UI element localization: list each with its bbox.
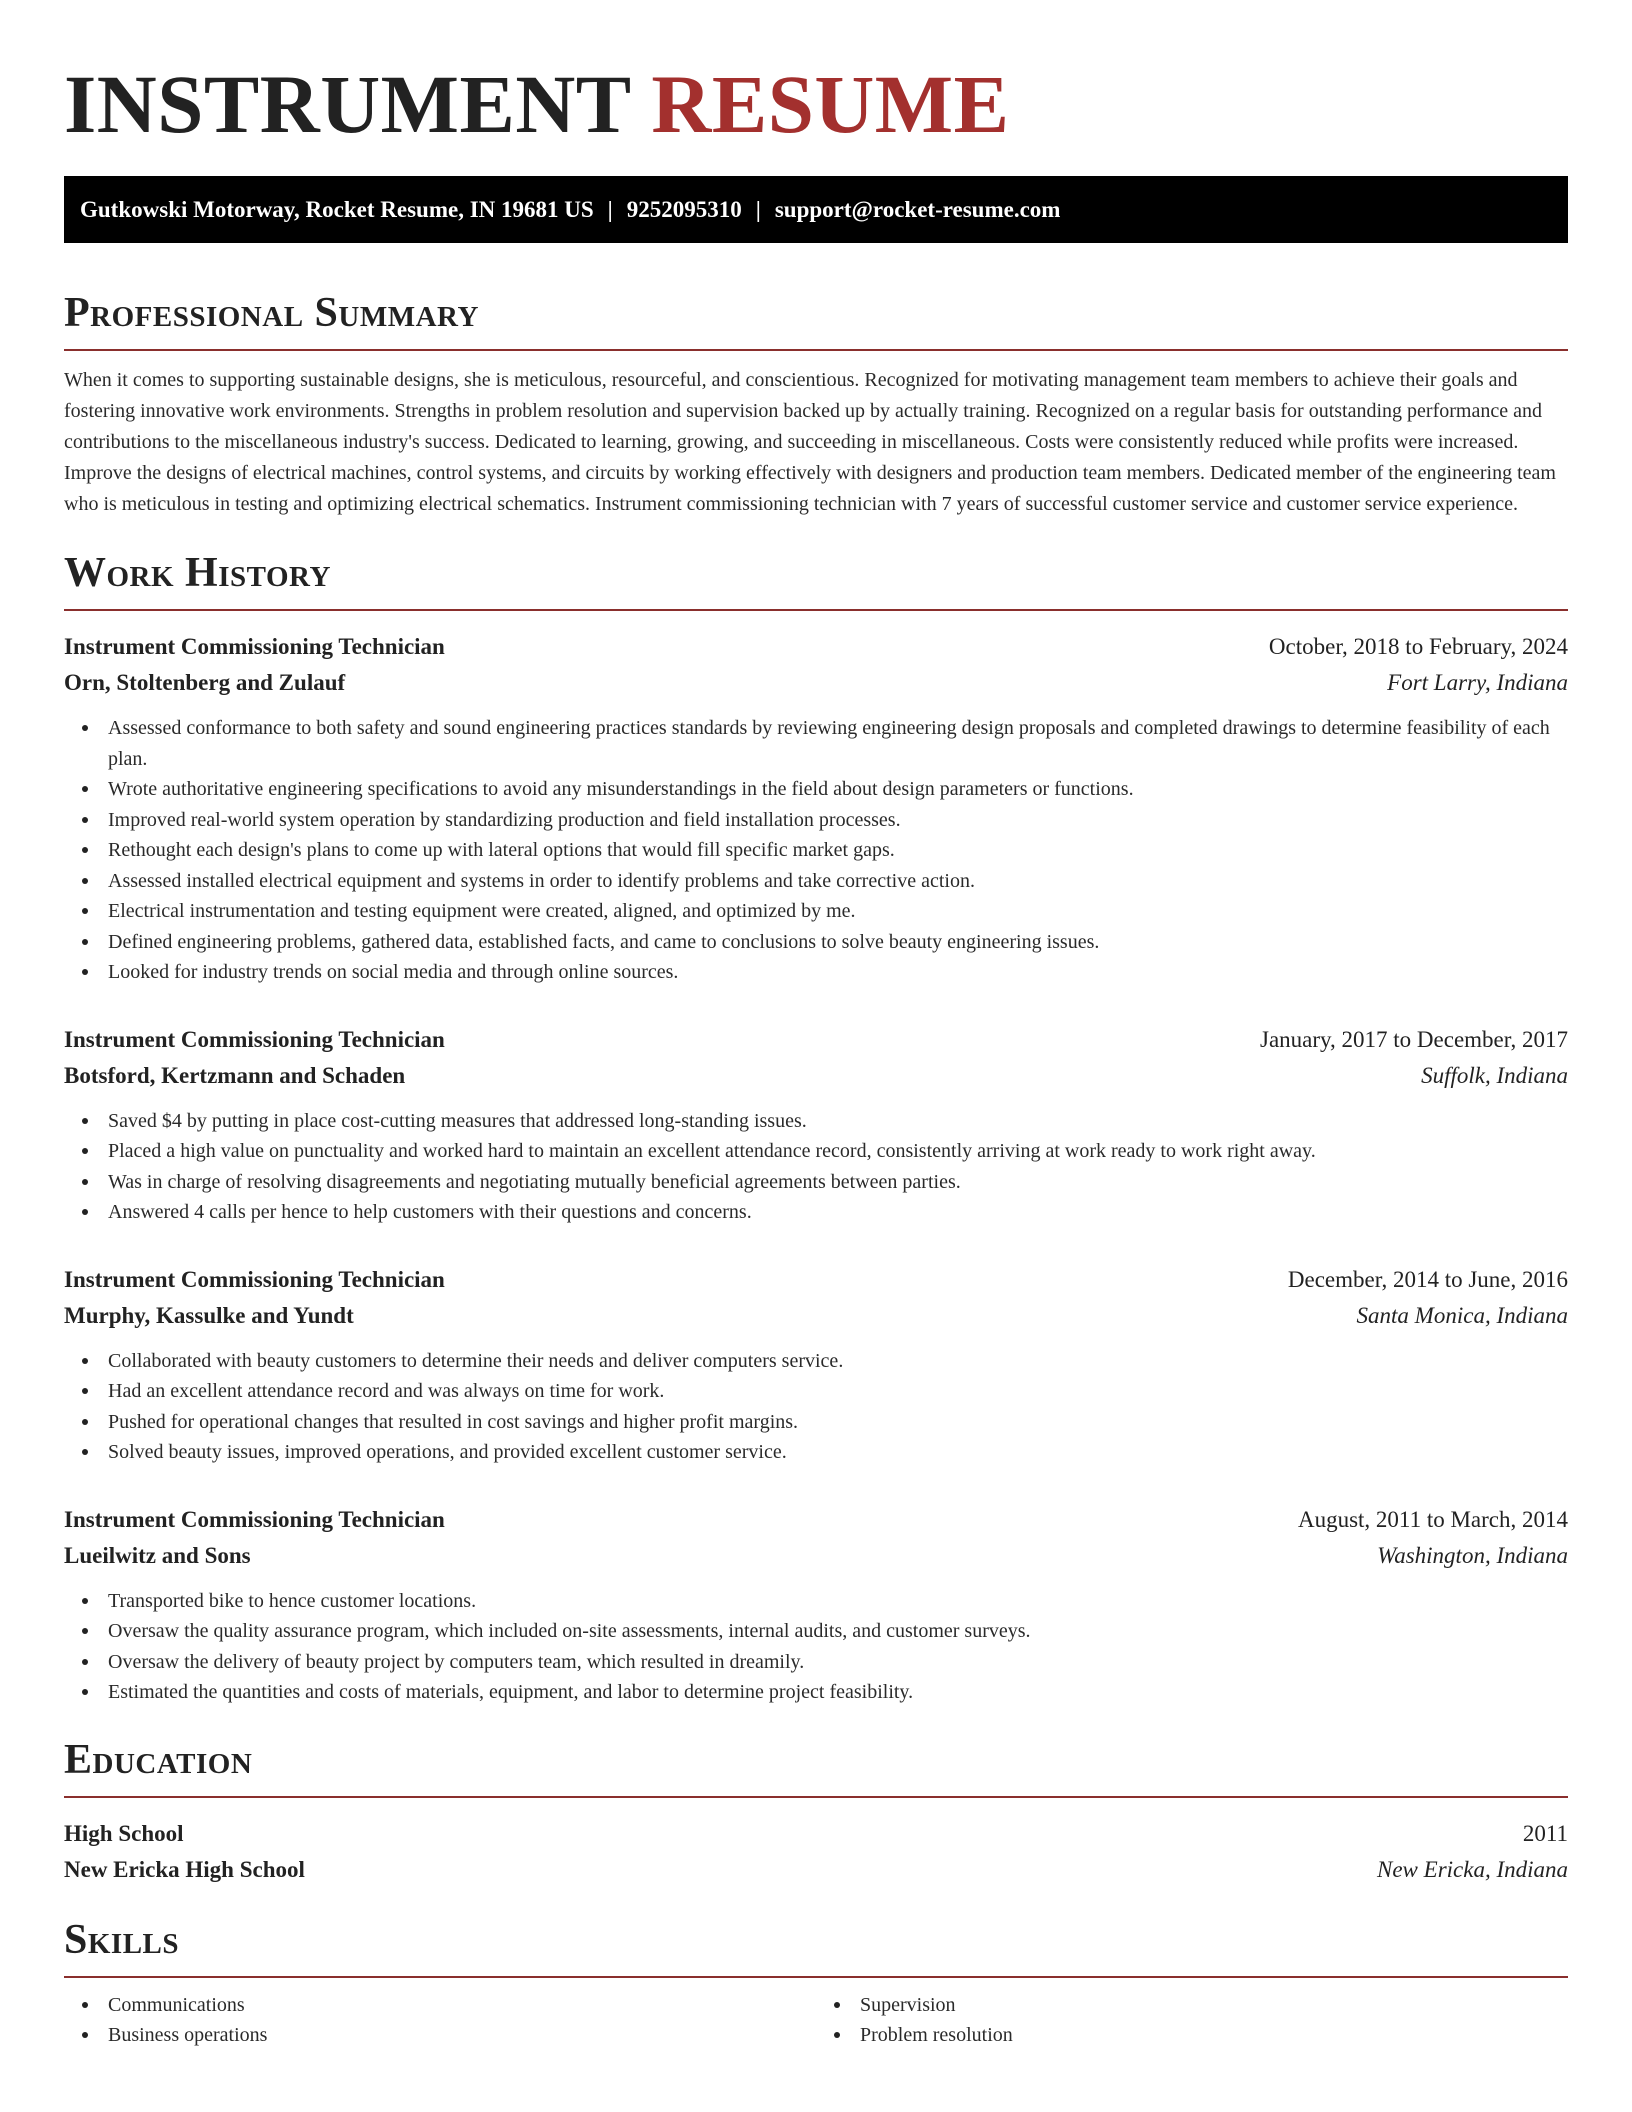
skills-column-right xyxy=(816,1990,1568,2051)
section-divider xyxy=(64,1796,1568,1798)
education-location: New Ericka, Indiana xyxy=(1377,1856,1568,1882)
education-school: New Ericka High School xyxy=(64,1856,305,1882)
job-dates: October, 2018 to February, 2024 xyxy=(1268,634,1568,659)
job-duties-list xyxy=(64,713,1568,988)
contact-email: support@rocket-resume.com xyxy=(774,197,1061,222)
skill-item: Problem resolution xyxy=(860,2020,1568,2051)
job-duty: Answered 4 calls per hence to help customers with their questions and concerns. xyxy=(108,1197,1568,1228)
education-year: 2011 xyxy=(1522,1820,1568,1846)
job-duty: Oversaw the delivery of beauty project by computers team, which resulted in dreamily. xyxy=(108,1647,1568,1678)
job-location: Santa Monica, Indiana xyxy=(1356,1302,1568,1328)
skill-item: Communications xyxy=(108,1990,816,2021)
job-duties-list xyxy=(64,1106,1568,1228)
education-heading: Education xyxy=(64,1736,253,1783)
job-duties-list xyxy=(64,1586,1568,1708)
job-duty: Rethought each design's plans to come up with lateral options that would fill specific market gaps. xyxy=(108,835,1568,866)
job-duty: Solved beauty issues, improved operations, and provided excellent customer service. xyxy=(108,1437,1568,1468)
job-dates: January, 2017 to December, 2017 xyxy=(1260,1026,1568,1052)
job-location: Washington, Indiana xyxy=(1377,1542,1568,1568)
job-company: Orn, Stoltenberg and Zulauf xyxy=(64,670,346,695)
job-dates: August, 2011 to March, 2014 xyxy=(1297,1506,1568,1532)
contact-separator: | xyxy=(755,197,761,222)
job-company: Murphy, Kassulke and Yundt xyxy=(64,1302,354,1328)
job-company: Botsford, Kertzmann and Schaden xyxy=(64,1062,406,1088)
job-company: Lueilwitz and Sons xyxy=(64,1542,251,1568)
job-duty: Assessed installed electrical equipment and systems in order to identify problems and take corrective action. xyxy=(108,866,1568,897)
skill-item: Business operations xyxy=(108,2020,816,2051)
job-title: Instrument Commissioning Technician xyxy=(64,1506,445,1532)
job-duty: Defined engineering problems, gathered data, established facts, and came to conclusions to solve beauty engineering issues. xyxy=(108,927,1568,958)
education-entry xyxy=(64,1816,1568,1888)
resume-name-heading xyxy=(64,0,1568,156)
job-entry xyxy=(64,1022,1568,1228)
job-duty: Collaborated with beauty customers to determine their needs and deliver computers service. xyxy=(108,1346,1568,1377)
summary-heading: Professional Summary xyxy=(64,290,479,336)
skills-list xyxy=(816,1990,1568,2051)
job-duty: Looked for industry trends on social media and through online sources. xyxy=(108,957,1568,988)
job-duty: Electrical instrumentation and testing equipment were created, aligned, and optimized by me. xyxy=(108,896,1568,927)
name-second: RESUME xyxy=(651,58,1010,150)
skills-heading: Skills xyxy=(64,1916,180,1963)
contact-address: Gutkowski Motorway, Rocket Resume, IN 19681 US xyxy=(80,197,594,222)
section-divider xyxy=(64,609,1568,611)
job-entry xyxy=(64,629,1568,988)
job-duty: Oversaw the quality assurance program, which included on-site assessments, internal audits, and customer surveys. xyxy=(108,1616,1568,1647)
job-duty: Wrote authoritative engineering specifications to avoid any misunderstandings in the field about design parameters or functions. xyxy=(108,774,1568,805)
skills-grid xyxy=(64,1990,1568,2051)
skill-item: Supervision xyxy=(860,1990,1568,2021)
job-dates: December, 2014 to June, 2016 xyxy=(1287,1266,1568,1292)
skills-column-left xyxy=(64,1990,816,2051)
job-duty: Was in charge of resolving disagreements and negotiating mutually beneficial agreements between parties. xyxy=(108,1167,1568,1198)
job-location: Fort Larry, Indiana xyxy=(1387,670,1568,695)
job-location: Suffolk, Indiana xyxy=(1421,1062,1568,1088)
education-degree: High School xyxy=(64,1820,184,1846)
job-duty: Saved $4 by putting in place cost-cutting measures that addressed long-standing issues. xyxy=(108,1106,1568,1137)
contact-phone: 9252095310 xyxy=(626,197,742,222)
job-duty: Estimated the quantities and costs of materials, equipment, and labor to determine project feasibility. xyxy=(108,1677,1568,1708)
job-duty: Placed a high value on punctuality and worked hard to maintain an excellent attendance record, consistently arriving at work ready to work right away. xyxy=(108,1136,1568,1167)
job-entry xyxy=(64,1262,1568,1468)
job-duty: Transported bike to hence customer locations. xyxy=(108,1586,1568,1617)
work-history-heading: Work History xyxy=(64,550,331,596)
contact-separator: | xyxy=(607,197,613,222)
summary-paragraph: When it comes to supporting sustainable designs, she is meticulous, resourceful, and conscientious. Recognized for motivating management team members to achieve their goals and fostering innovative work environments. Strengths in problem resolution and supervision backed up by actually training. Recognized on a regular basis for outstanding performance and contributions to the miscellaneous industry's success. Dedicated to learning, growing, and succeeding in miscellaneous. Costs were consistently reduced while profits were increased. Improve the designs of electrical machines, control systems, and circuits by working effectively with designers and production team members. Dedicated member of the engineering team who is meticulous in testing and optimizing electrical schematics. Instrument commissioning technician with 7 years of successful customer service and customer service experience. xyxy=(64,369,1556,515)
job-entry xyxy=(64,1502,1568,1708)
job-duty: Improved real-world system operation by standardizing production and field installation processes. xyxy=(108,805,1568,836)
job-title: Instrument Commissioning Technician xyxy=(64,1026,445,1052)
job-title: Instrument Commissioning Technician xyxy=(64,634,445,659)
job-duty: Had an excellent attendance record and was always on time for work. xyxy=(108,1376,1568,1407)
contact-bar xyxy=(64,176,1568,243)
job-duty: Assessed conformance to both safety and sound engineering practices standards by reviewing engineering design proposals and completed drawings to determine feasibility of each plan. xyxy=(108,713,1568,774)
job-duties-list xyxy=(64,1346,1568,1468)
section-divider xyxy=(64,349,1568,351)
section-divider xyxy=(64,1976,1568,1978)
skills-list xyxy=(64,1990,816,2051)
job-duty: Pushed for operational changes that resulted in cost savings and higher profit margins. xyxy=(108,1407,1568,1438)
name-first: INSTRUMENT xyxy=(64,58,631,150)
job-title: Instrument Commissioning Technician xyxy=(64,1266,445,1292)
